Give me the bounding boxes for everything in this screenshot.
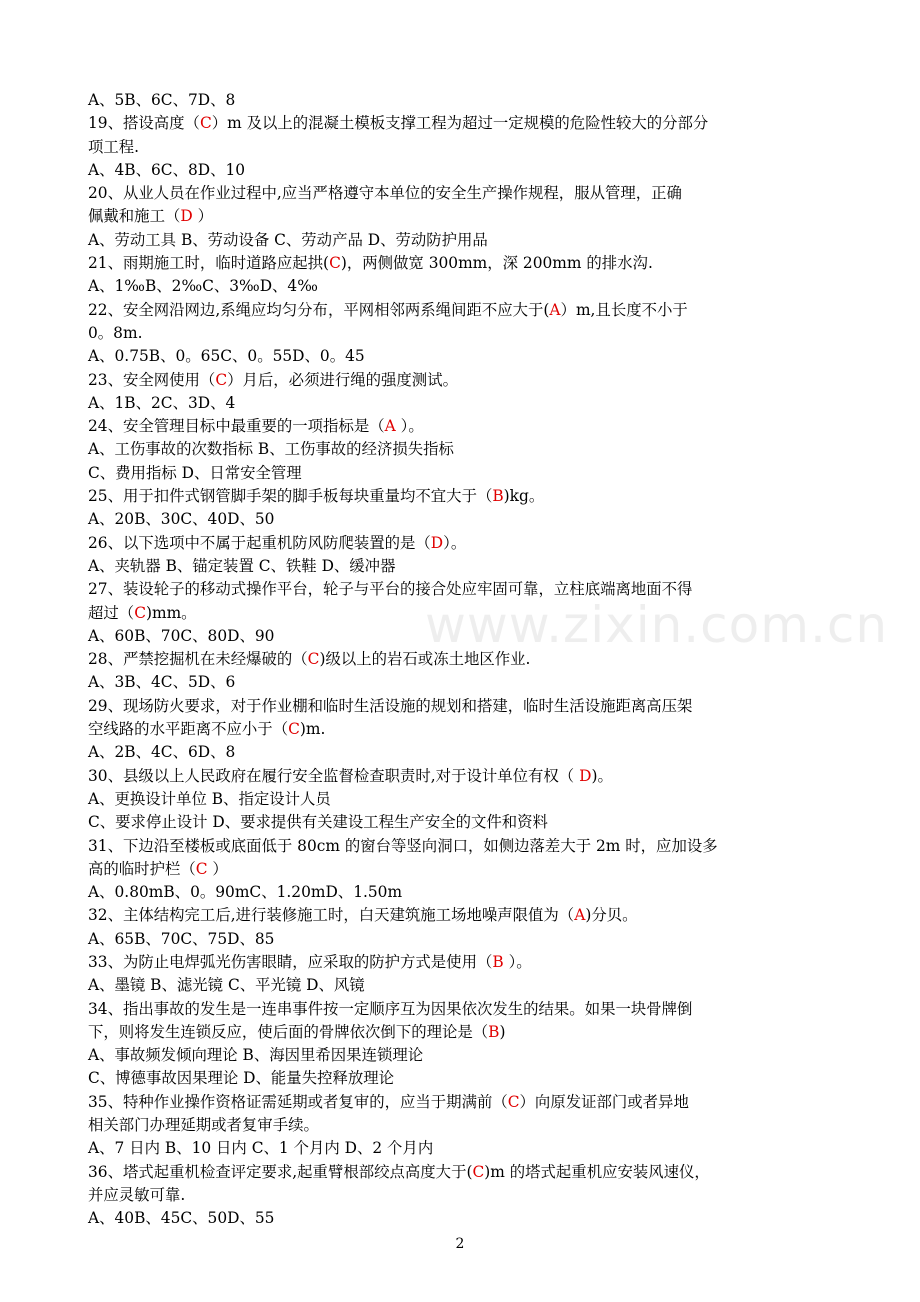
line-text: A、4B、6C、8D、10	[88, 160, 246, 179]
text-line	[88, 229, 828, 252]
line-text: A、更换设计单位 B、指定设计人员	[88, 789, 331, 808]
text-line	[88, 835, 828, 858]
line-text: C、博德事故因果理论 D、能量失控释放理论	[88, 1069, 395, 1088]
text-line	[88, 881, 828, 904]
text-line	[88, 508, 828, 531]
text-line	[88, 322, 828, 345]
answer-mark: B	[488, 1022, 500, 1041]
text-line	[88, 788, 828, 811]
answer-mark: C	[199, 114, 212, 133]
line-text: )，两侧做宽 300mm，深 200mm 的排水沟.	[340, 254, 653, 273]
line-text: 36、塔式起重机检查评定要求,起重臂根部绞点高度大于(	[88, 1162, 473, 1181]
answer-mark: D	[430, 533, 444, 552]
line-text: A、劳动工具 B、劳动设备 C、劳动产品 D、劳动防护用品	[88, 230, 488, 249]
line-text: ）m,且长度不小于	[560, 300, 688, 319]
line-text: ）。	[503, 952, 532, 971]
text-line	[88, 1137, 828, 1160]
answer-mark: C	[215, 370, 228, 389]
text-line	[88, 974, 828, 997]
text-line	[88, 718, 828, 741]
line-text: 34、指出事故的发生是一连串事件按一定顺序互为因果依次发生的结果。如果一块骨牌倒	[88, 999, 693, 1018]
line-text: 0。8m.	[88, 323, 143, 342]
text-line	[88, 555, 828, 578]
text-line	[88, 811, 828, 834]
answer-mark: D	[180, 207, 193, 226]
answer-mark: C	[134, 603, 146, 622]
line-text: A、0.80mB、0。90mC、1.20mD、1.50m	[88, 883, 403, 902]
line-text: 20、从业人员在作业过程中,应当严格遵守本单位的安全生产操作规程，服从管理，正确	[88, 184, 682, 203]
text-line	[88, 252, 828, 275]
line-text: A、2B、4C、6D、8	[88, 743, 236, 762]
line-text: 24、安全管理目标中最重要的一项指标是（	[88, 417, 385, 436]
line-text: 30、县级以上人民政府在履行安全监督检查职责时,对于设计单位有权（	[88, 766, 580, 785]
answer-mark: A	[549, 300, 561, 319]
answer-mark: D	[579, 766, 592, 785]
line-text: A、60B、70C、80D、90	[88, 626, 275, 645]
text-line	[88, 112, 828, 135]
document-body	[88, 89, 828, 1231]
text-line	[88, 671, 828, 694]
line-text: A、工伤事故的次数指标 B、工伤事故的经济损失指标	[88, 440, 454, 459]
line-text: 29、现场防火要求，对于作业棚和临时生活设施的规划和搭建，临时生活设施距离高压架	[88, 696, 693, 715]
text-line	[88, 1067, 828, 1090]
text-line	[88, 275, 828, 298]
line-text: A、3B、4C、5D、6	[88, 673, 236, 692]
text-line	[88, 392, 828, 415]
line-text: A、65B、70C、75D、85	[88, 929, 275, 948]
line-text: 28、严禁挖掘机在未经爆破的（	[88, 650, 308, 669]
text-line	[88, 1114, 828, 1137]
line-text: 21、雨期施工时，临时道路应起拱(	[88, 254, 330, 273]
line-text: 高的临时护栏（	[88, 859, 196, 878]
text-line	[88, 858, 828, 881]
text-line	[88, 1161, 828, 1184]
line-text: )mm。	[145, 603, 197, 622]
line-text: )分贝。	[585, 906, 638, 925]
line-text: ）	[207, 859, 228, 878]
text-line	[88, 765, 828, 788]
line-text: C、要求停止设计 D、要求提供有关建设工程生产安全的文件和资料	[88, 813, 548, 832]
line-text: 35、特种作业操作资格证需延期或者复审的，应当于期满前（	[88, 1092, 508, 1111]
text-line	[88, 532, 828, 555]
line-text: A、1B、2C、3D、4	[88, 393, 236, 412]
answer-mark: B	[492, 952, 504, 971]
line-text: 25、用于扣件式钢管脚手架的脚手板每块重量均不宜大于（	[88, 487, 493, 506]
line-text: )kg。	[503, 487, 545, 506]
answer-mark: C	[288, 720, 300, 739]
line-text: A、夹轨器 B、锚定装置 C、铁鞋 D、缓冲器	[88, 556, 396, 575]
line-text: )m.	[299, 720, 326, 739]
text-line	[88, 182, 828, 205]
text-line	[88, 741, 828, 764]
line-text: 19、搭设高度（	[88, 114, 200, 133]
line-text: ）	[192, 207, 213, 226]
text-line	[88, 462, 828, 485]
text-line	[88, 415, 828, 438]
answer-mark: C	[307, 650, 320, 669]
line-text: )m 的塔式起重机应安装风速仪，	[484, 1162, 710, 1181]
text-line	[88, 904, 828, 927]
line-text: 32、主体结构完工后,进行装修施工时，白天建筑施工场地噪声限值为（	[88, 906, 575, 925]
text-line	[88, 1207, 828, 1230]
text-line	[88, 1021, 828, 1044]
text-line	[88, 345, 828, 368]
line-text: ）向原发证部门或者异地	[519, 1092, 689, 1111]
line-text: 空线路的水平距离不应小于（	[88, 720, 289, 739]
text-line	[88, 695, 828, 718]
answer-mark: C	[472, 1162, 485, 1181]
answer-mark: A	[384, 417, 396, 436]
text-line	[88, 1184, 828, 1207]
text-line	[88, 1044, 828, 1067]
text-line	[88, 299, 828, 322]
text-line	[88, 1091, 828, 1114]
page-number: 2	[455, 1236, 465, 1252]
line-text: ）。	[395, 417, 424, 436]
line-text: A、墨镜 B、滤光镜 C、平光镜 D、风镜	[88, 976, 365, 995]
line-text: 超过（	[88, 603, 135, 622]
line-text: C、费用指标 D、日常安全管理	[88, 463, 302, 482]
line-text: )。	[591, 766, 613, 785]
line-text: A、0.75B、0。65C、0。55D、0。45	[88, 347, 365, 366]
line-text: ）m 及以上的混凝土模板支撑工程为超过一定规模的危险性较大的分部分	[211, 114, 709, 133]
text-line	[88, 928, 828, 951]
line-text: 并应灵敏可靠.	[88, 1185, 186, 1204]
line-text: 31、下边沿至楼板或底面低于 80cm 的窗台等竖向洞口，如侧边落差大于 2m 时，应加设多	[88, 836, 718, 855]
line-text: A、20B、30C、40D、50	[88, 510, 275, 529]
line-text: 22、安全网沿网边,系绳应均匀分布，平网相邻两系绳间距不应大于(	[88, 300, 550, 319]
text-line	[88, 369, 828, 392]
answer-mark: C	[329, 254, 341, 273]
text-line	[88, 89, 828, 112]
line-text: A、40B、45C、50D、55	[88, 1209, 275, 1228]
line-text: )	[499, 1022, 506, 1041]
line-text: 项工程.	[88, 137, 140, 156]
answer-mark: C	[195, 859, 208, 878]
text-line	[88, 998, 828, 1021]
text-line	[88, 951, 828, 974]
text-line	[88, 438, 828, 461]
line-text: A、事故频发倾向理论 B、海因里希因果连锁理论	[88, 1046, 424, 1065]
line-text: ）。	[443, 533, 467, 552]
line-text: 27、装设轮子的移动式操作平台，轮子与平台的接合处应牢固可靠，立柱底端离地面不得	[88, 580, 693, 599]
text-line	[88, 205, 828, 228]
answer-mark: A	[574, 906, 586, 925]
line-text: 相关部门办理延期或者复审手续。	[88, 1116, 319, 1135]
line-text: 33、为防止电焊弧光伤害眼睛，应采取的防护方式是使用（	[88, 952, 493, 971]
text-line	[88, 485, 828, 508]
text-line	[88, 159, 828, 182]
line-text: 下，则将发生连锁反应，使后面的骨牌依次倒下的理论是（	[88, 1022, 489, 1041]
line-text: 23、安全网使用（	[88, 370, 216, 389]
line-text: A、5B、6C、7D、8	[88, 91, 236, 109]
line-text: 26、以下选项中不属于起重机防风防爬装置的是（	[88, 533, 431, 552]
line-text: )级以上的岩石或冻土地区作业.	[319, 650, 531, 669]
answer-mark: C	[507, 1092, 520, 1111]
answer-mark: B	[492, 487, 504, 506]
text-line	[88, 136, 828, 159]
line-text: ）月后，必须进行绳的强度测试。	[227, 370, 458, 389]
line-text: A、1‰B、2‰C、3‰D、4‰	[88, 277, 318, 296]
line-text: A、7 日内 B、10 日内 C、1 个月内 D、2 个月内	[88, 1139, 434, 1158]
watermark: www.zixin.com.cn	[425, 596, 889, 654]
line-text: 佩戴和施工（	[88, 207, 181, 226]
